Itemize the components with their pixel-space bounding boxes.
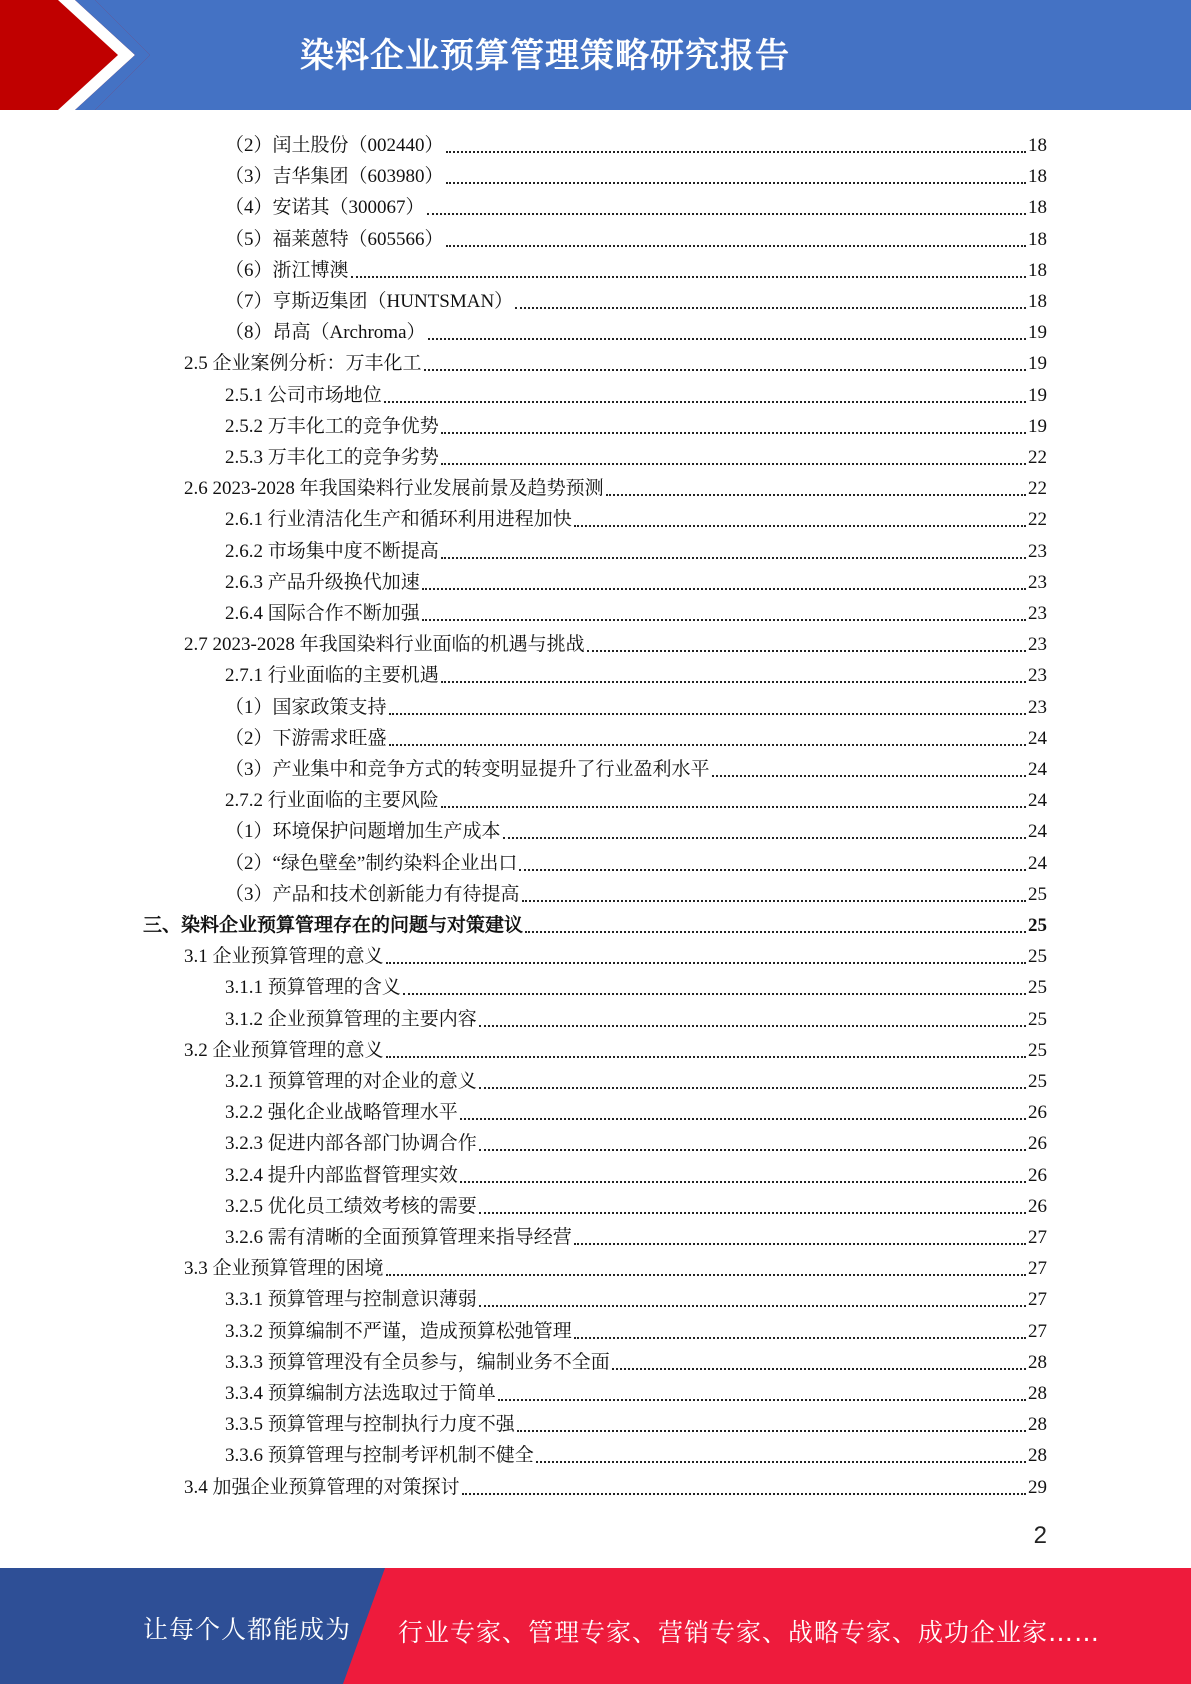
toc-entry-page: 22 xyxy=(1028,478,1047,500)
toc-entry-page: 19 xyxy=(1028,384,1047,406)
toc-leader-dots xyxy=(503,837,1026,839)
toc-entry[interactable] xyxy=(225,1375,1047,1406)
toc-entry-title: 3.1.2 企业预算管理的主要内容 xyxy=(225,1008,477,1030)
toc-entry[interactable] xyxy=(225,439,1047,470)
toc-leader-dots xyxy=(536,1461,1026,1463)
toc-leader-dots xyxy=(422,619,1026,621)
toc-entry-page: 27 xyxy=(1028,1258,1047,1280)
toc-entry-page: 23 xyxy=(1028,634,1047,656)
toc-leader-dots xyxy=(386,1056,1026,1058)
toc-entry-title: （3）吉华集团（603980） xyxy=(225,166,444,188)
toc-entry-title: 三、染料企业预算管理存在的问题与对策建议 xyxy=(143,915,524,936)
toc-leader-dots xyxy=(441,463,1026,465)
toc-leader-dots xyxy=(422,588,1026,590)
toc-entry-title: 3.1 企业预算管理的意义 xyxy=(184,946,384,968)
toc-leader-dots xyxy=(479,1025,1026,1027)
toc-leader-dots xyxy=(515,307,1026,309)
toc-entry[interactable] xyxy=(184,470,1047,501)
toc-leader-dots xyxy=(712,775,1026,777)
toc-entry-page: 19 xyxy=(1028,415,1047,437)
toc-leader-dots xyxy=(460,1118,1026,1120)
toc-entry[interactable] xyxy=(184,1469,1047,1500)
toc-entry-page: 23 xyxy=(1028,603,1047,624)
toc-leader-dots xyxy=(574,525,1026,527)
toc-entry[interactable] xyxy=(225,1219,1047,1250)
toc-entry[interactable] xyxy=(225,1188,1047,1219)
report-title: 染料企业预算管理策略研究报告 xyxy=(300,36,790,76)
toc-entry[interactable] xyxy=(143,907,1047,938)
toc-entry-title: 2.5.2 万丰化工的竞争优势 xyxy=(225,415,439,437)
toc-leader-dots xyxy=(389,744,1026,746)
toc-entry-title: 3.3.6 预算管理与控制考评机制不健全 xyxy=(225,1445,534,1467)
toc-entry[interactable] xyxy=(225,657,1047,688)
toc-leader-dots xyxy=(446,151,1026,153)
toc-entry-page: 25 xyxy=(1028,915,1047,936)
toc-entry-title: 2.6.4 国际合作不断加强 xyxy=(225,603,420,624)
toc-entry-page: 22 xyxy=(1028,509,1047,531)
toc-leader-dots xyxy=(479,1305,1026,1307)
toc-entry-page: 29 xyxy=(1028,1476,1047,1498)
toc-entry-title: 2.6.3 产品升级换代加速 xyxy=(225,571,420,593)
toc-entry-title: （3）产业集中和竞争方式的转变明显提升了行业盈利水平 xyxy=(225,759,710,780)
toc-entry[interactable] xyxy=(225,377,1047,408)
toc-entry[interactable] xyxy=(184,938,1047,969)
toc-entry-title: 2.7 2023-2028 年我国染料行业面临的机遇与挑战 xyxy=(184,634,585,656)
toc-entry[interactable] xyxy=(184,1250,1047,1281)
toc-entry-page: 26 xyxy=(1028,1133,1047,1155)
toc-entry-page: 26 xyxy=(1028,1102,1047,1124)
toc-entry-page: 24 xyxy=(1028,790,1047,812)
toc-entry-page: 25 xyxy=(1028,1008,1047,1030)
toc-entry-title: 2.7.1 行业面临的主要机遇 xyxy=(225,665,439,687)
toc-entry[interactable] xyxy=(225,564,1047,595)
toc-entry-title: （2）“绿色壁垒”制约染料企业出口 xyxy=(225,852,518,874)
toc-entry-page: 25 xyxy=(1028,1071,1047,1092)
toc-entry-page: 18 xyxy=(1028,259,1047,281)
toc-entry-title: （2）下游需求旺盛 xyxy=(225,727,387,749)
toc-leader-dots xyxy=(386,1274,1026,1276)
toc-entry[interactable] xyxy=(225,1281,1047,1312)
toc-leader-dots xyxy=(384,401,1026,403)
toc-entry-title: 3.4 加强企业预算管理的对策探讨 xyxy=(184,1476,460,1498)
toc-entry-page: 27 xyxy=(1028,1227,1047,1248)
toc-entry-title: 3.3.5 预算管理与控制执行力度不强 xyxy=(225,1414,515,1436)
page-header xyxy=(0,0,1191,110)
toc-entry[interactable] xyxy=(184,1032,1047,1063)
toc-entry-title: 2.6.2 市场集中度不断提高 xyxy=(225,540,439,562)
toc-entry[interactable] xyxy=(184,345,1047,376)
toc-entry-title: 3.2 企业预算管理的意义 xyxy=(184,1039,384,1061)
toc-leader-dots xyxy=(479,1087,1026,1089)
toc-leader-dots xyxy=(460,1181,1026,1183)
toc-leader-dots xyxy=(389,713,1026,715)
toc-entry[interactable] xyxy=(225,1406,1047,1437)
toc-entry[interactable] xyxy=(225,782,1047,813)
toc-entry[interactable] xyxy=(225,189,1047,220)
toc-entry-page: 24 xyxy=(1028,727,1047,749)
toc-leader-dots xyxy=(446,245,1026,247)
toc-entry-title: （5）福莱蒽特（605566） xyxy=(225,228,444,250)
toc-entry-title: （2）闰土股份（002440） xyxy=(225,135,444,156)
toc-entry[interactable] xyxy=(225,283,1047,314)
toc-entry-page: 18 xyxy=(1028,228,1047,250)
toc-entry-page: 26 xyxy=(1028,1195,1047,1217)
toc-entry-page: 19 xyxy=(1028,353,1047,375)
toc-entry[interactable] xyxy=(225,1125,1047,1156)
toc-entry-title: 3.2.2 强化企业战略管理水平 xyxy=(225,1102,458,1124)
toc-entry[interactable] xyxy=(225,751,1047,782)
page-footer xyxy=(0,1568,1191,1684)
page-number: 2 xyxy=(1033,1522,1047,1549)
toc-entry-title: 3.3 企业预算管理的困境 xyxy=(184,1258,384,1280)
toc-entry[interactable] xyxy=(225,813,1047,844)
toc-entry[interactable] xyxy=(225,969,1047,1000)
toc-entry[interactable] xyxy=(225,720,1047,751)
toc-entry-title: 2.6 2023-2028 年我国染料行业发展前景及趋势预测 xyxy=(184,478,604,500)
toc-entry-title: （8）昂高（Archroma） xyxy=(225,322,426,344)
toc-leader-dots xyxy=(403,993,1026,995)
footer-slogan-right: 行业专家、管理专家、营销专家、战略专家、成功企业家…… xyxy=(398,1618,1101,1647)
toc-leader-dots xyxy=(479,1149,1026,1151)
toc-entry-title: （1）环境保护问题增加生产成本 xyxy=(225,821,501,843)
toc-leader-dots xyxy=(479,1212,1026,1214)
toc-leader-dots xyxy=(424,369,1026,371)
toc-leader-dots xyxy=(498,1399,1026,1401)
toc-entry-page: 28 xyxy=(1028,1383,1047,1404)
toc-entry-page: 24 xyxy=(1028,852,1047,874)
toc-entry[interactable] xyxy=(225,252,1047,283)
toc-entry[interactable] xyxy=(225,127,1047,158)
toc-leader-dots xyxy=(517,1430,1026,1432)
toc-leader-dots xyxy=(606,494,1026,496)
toc-entry-page: 24 xyxy=(1028,821,1047,843)
toc-entry[interactable] xyxy=(225,1063,1047,1094)
toc-leader-dots xyxy=(587,650,1026,652)
toc-leader-dots xyxy=(525,931,1026,933)
toc-entry-title: 2.6.1 行业清洁化生产和循环利用进程加快 xyxy=(225,509,572,531)
toc-entry-page: 18 xyxy=(1028,197,1047,219)
toc-leader-dots xyxy=(351,276,1026,278)
toc-leader-dots xyxy=(574,1337,1026,1339)
toc-entry-page: 19 xyxy=(1028,322,1047,344)
toc-entry-title: 3.2.3 促进内部各部门协调合作 xyxy=(225,1133,477,1155)
toc-entry-title: 3.2.4 提升内部监督管理实效 xyxy=(225,1164,458,1186)
toc-entry-title: （1）国家政策支持 xyxy=(225,696,387,718)
toc-entry-title: 3.3.1 预算管理与控制意识薄弱 xyxy=(225,1289,477,1311)
toc-entry[interactable] xyxy=(225,845,1047,876)
toc-leader-dots xyxy=(441,432,1026,434)
toc-entry-title: （3）产品和技术创新能力有待提高 xyxy=(225,883,520,905)
toc-entry-page: 28 xyxy=(1028,1351,1047,1373)
toc-entry[interactable] xyxy=(225,1001,1047,1032)
toc-entry-page: 26 xyxy=(1028,1164,1047,1186)
toc-entry-page: 28 xyxy=(1028,1445,1047,1467)
toc-leader-dots xyxy=(574,1243,1026,1245)
toc-entry[interactable] xyxy=(225,533,1047,564)
toc-entry-title: 2.5 企业案例分析：万丰化工 xyxy=(184,353,422,375)
toc-entry-page: 27 xyxy=(1028,1289,1047,1311)
toc-entry-page: 23 xyxy=(1028,665,1047,687)
toc-entry-title: 3.3.3 预算管理没有全员参与，编制业务不全面 xyxy=(225,1351,610,1373)
header-chevron-icon xyxy=(0,0,160,110)
toc-entry[interactable] xyxy=(225,1157,1047,1188)
toc-entry-title: 3.3.4 预算编制方法选取过于简单 xyxy=(225,1383,496,1404)
toc-entry-title: （4）安诺其（300067） xyxy=(225,197,425,219)
toc-entry[interactable] xyxy=(225,314,1047,345)
toc-entry-title: （7）亨斯迈集团（HUNTSMAN） xyxy=(225,291,514,312)
toc-leader-dots xyxy=(519,869,1026,871)
toc-entry-title: 3.2.6 需有清晰的全面预算管理来指导经营 xyxy=(225,1227,572,1248)
toc-entry[interactable] xyxy=(225,501,1047,532)
toc-entry-page: 18 xyxy=(1028,166,1047,188)
toc-entry-page: 23 xyxy=(1028,571,1047,593)
toc-entry-title: 3.3.2 预算编制不严谨，造成预算松弛管理 xyxy=(225,1320,572,1342)
toc-leader-dots xyxy=(522,900,1026,902)
toc-entry-page: 23 xyxy=(1028,696,1047,718)
toc-entry-page: 25 xyxy=(1028,1039,1047,1061)
toc-entry-title: 2.7.2 行业面临的主要风险 xyxy=(225,790,439,812)
toc-entry-page: 23 xyxy=(1028,540,1047,562)
toc-entry[interactable] xyxy=(184,626,1047,657)
toc-leader-dots xyxy=(427,213,1026,215)
toc-entry[interactable] xyxy=(225,689,1047,720)
toc-entry-page: 25 xyxy=(1028,946,1047,968)
toc-entry-title: 2.5.3 万丰化工的竞争劣势 xyxy=(225,447,439,468)
toc-entry-page: 18 xyxy=(1028,135,1047,156)
toc-entry[interactable] xyxy=(225,1437,1047,1468)
toc-leader-dots xyxy=(462,1493,1026,1495)
toc-entry[interactable] xyxy=(225,408,1047,439)
toc-entry-page: 27 xyxy=(1028,1320,1047,1342)
toc-leader-dots xyxy=(386,962,1026,964)
toc-entry[interactable] xyxy=(225,158,1047,189)
toc-entry[interactable] xyxy=(225,595,1047,626)
toc-entry-title: 3.2.5 优化员工绩效考核的需要 xyxy=(225,1195,477,1217)
toc-entry-page: 25 xyxy=(1028,883,1047,905)
toc-leader-dots xyxy=(441,806,1026,808)
toc-entry-title: （6）浙江博澳 xyxy=(225,259,349,281)
toc-entry-page: 25 xyxy=(1028,977,1047,999)
toc-leader-dots xyxy=(446,182,1026,184)
toc-entry[interactable] xyxy=(225,1094,1047,1125)
toc-leader-dots xyxy=(428,338,1026,340)
toc-entry-title: 2.5.1 公司市场地位 xyxy=(225,384,382,406)
toc-entry-title: 3.2.1 预算管理的对企业的意义 xyxy=(225,1071,477,1092)
toc-entry-page: 18 xyxy=(1028,291,1047,312)
footer-slogan-left: 让每个人都能成为 xyxy=(143,1615,352,1644)
toc-entry-title: 3.1.1 预算管理的含义 xyxy=(225,977,401,999)
toc-entry-page: 24 xyxy=(1028,759,1047,780)
toc-leader-dots xyxy=(441,681,1026,683)
toc-leader-dots xyxy=(441,557,1026,559)
toc-entry[interactable] xyxy=(225,876,1047,907)
toc-leader-dots xyxy=(612,1368,1026,1370)
toc-entry-page: 22 xyxy=(1028,447,1047,468)
toc-entry[interactable] xyxy=(225,1313,1047,1344)
toc-entry[interactable] xyxy=(225,1344,1047,1375)
toc-entry-page: 28 xyxy=(1028,1414,1047,1436)
toc-entry[interactable] xyxy=(225,221,1047,252)
